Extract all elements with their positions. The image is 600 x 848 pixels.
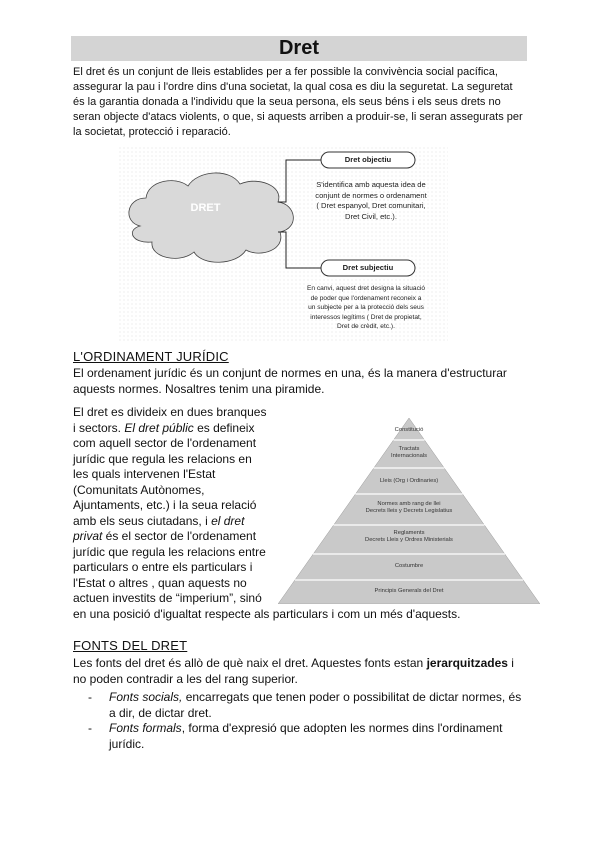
legal-hierarchy-pyramid: [278, 418, 540, 604]
connector-line: [278, 232, 323, 268]
text-span: és el sector de l'ordenament: [102, 529, 257, 543]
subjective-description: [286, 284, 446, 332]
fonts-paragraph: [73, 656, 533, 687]
list-dash: -: [88, 721, 92, 735]
list-item: [88, 690, 528, 721]
pyramid-level: Costumbre: [394, 563, 424, 569]
term-dret-privat: el dret: [211, 513, 245, 528]
dret-cloud-label: DRET: [190, 202, 221, 214]
intro-line: és la garantia donada a l'individu que la seua persona, els seus béns i els seus drets no: [73, 96, 501, 108]
intro-paragraph: [73, 65, 528, 140]
term-dret-public: El dret públic: [124, 420, 194, 435]
term-fonts-formals: Fonts formals: [109, 721, 182, 735]
text-line: jurídic que regula les relacions en: [73, 451, 252, 466]
text-line: El ordenament jurídic és un conjunt de normes en una, és la manera d'estructurar: [73, 366, 507, 380]
pyramid-level: Lleis (Org i Ordinaries): [379, 478, 439, 484]
text-span: , forma d'expresió que adopten les normes dins l'ordinament: [181, 721, 503, 735]
text-line: particulars o entre els particulars i: [73, 560, 253, 574]
term-fonts-socials: Fonts socials,: [109, 690, 183, 704]
text-line: jurídic que regula les relacions entre: [73, 544, 266, 559]
ordenament-paragraph: [73, 366, 533, 397]
pyramid-level: Normes amb rang de llei Decrets lleis y Decrets Legislatius: [365, 501, 453, 514]
text-line: aquests normes. Nosaltres tenim una piramide.: [73, 381, 325, 396]
text-span: i sectors.: [73, 420, 125, 435]
text-line: Ajuntaments, etc.) i la seua relació: [73, 498, 257, 512]
desc-line: conjunt de normes o ordenament: [315, 190, 427, 200]
intro-line: El dret és un conjunt de lleis establides per a fer possible la convivència social pacífica,: [73, 66, 498, 78]
text-line: en una posició d'igualtat respecte als particulars i com un més d'aquests.: [73, 606, 461, 621]
text-span: amb els seus ciutadans, i: [73, 513, 212, 528]
text-span: Les fonts del dret és allò de què naix el dret. Aquestes fonts estan: [73, 656, 427, 670]
desc-line: de poder que l'ordenament reconeix a: [310, 294, 422, 302]
pyramid-level: Principis Generals del Dret: [374, 588, 444, 594]
text-line: no poden contradir a les del rang superior.: [73, 671, 298, 686]
term-jerarquitzades: jerarquitzades: [426, 656, 508, 670]
dret-diagram: [118, 146, 448, 342]
subjective-label: Dret subjectiu: [342, 263, 394, 272]
section-heading-fonts: FONTS DEL DRET: [73, 638, 188, 653]
desc-line: ( Dret espanyol, Dret comunitari,: [316, 201, 426, 210]
intro-line: assegurar la pau i l'ordre dins d'una societat, la qual cosa es diu la seguretat. La seguretat: [73, 81, 513, 93]
fonts-list: [88, 690, 528, 752]
text-span: a dir, de dictar dret.: [109, 705, 212, 720]
desc-line: Dret de crèdit, etc.).: [337, 323, 395, 330]
text-line: actuen investits de “imperium”, sinó: [73, 591, 262, 605]
text-span: i: [507, 656, 514, 670]
section-heading-ordenament: L'ORDINAMENT JURÍDIC: [73, 349, 229, 364]
intro-line: la societat, protecció i reparació.: [73, 126, 231, 138]
text-line: [73, 656, 533, 672]
text-line: com aquell sector de l'ordenament: [73, 436, 257, 450]
objective-description: [296, 180, 446, 222]
text-span: jurídic.: [109, 736, 145, 751]
text-span: encarregats que tenen poder o possibilitat de dictar normes, és: [182, 690, 522, 704]
text-line: (Comunitats Autònomes,: [73, 482, 205, 497]
objective-label: Dret objectiu: [344, 155, 392, 164]
list-dash: -: [88, 690, 92, 704]
intro-line: seran objecte d'atacs violents, o que, si aquests arriben a produir-se, li seran assegurats per: [73, 111, 523, 123]
pyramid-level: Reglaments Decrets Lleis y Ordres Ministerials: [365, 530, 453, 543]
text-span: es defineix: [193, 420, 255, 435]
desc-line: un subjecte per a la protecció dels seus: [308, 304, 424, 311]
pyramid-level: Constitució: [394, 427, 424, 433]
desc-line: En canvi, aquest dret designa la situació: [306, 285, 426, 292]
term-privat: privat: [73, 529, 103, 543]
dret-cloud-shape: [129, 173, 293, 262]
list-item: [88, 721, 528, 752]
pyramid-level: Tractats Internacionals: [390, 446, 428, 459]
text-line: El dret es divideix en dues branques: [73, 405, 267, 419]
desc-line: Dret Civil, etc.).: [345, 211, 397, 221]
text-line: les quals intervenen l'Estat: [73, 467, 216, 481]
page-title: Dret: [71, 36, 527, 61]
text-line: l'Estat o altres , quan aquests no: [73, 575, 247, 590]
desc-line: S'identifica amb aquesta idea de: [316, 180, 426, 189]
desc-line: interessos legítims ( Dret de propietat,: [310, 313, 422, 321]
